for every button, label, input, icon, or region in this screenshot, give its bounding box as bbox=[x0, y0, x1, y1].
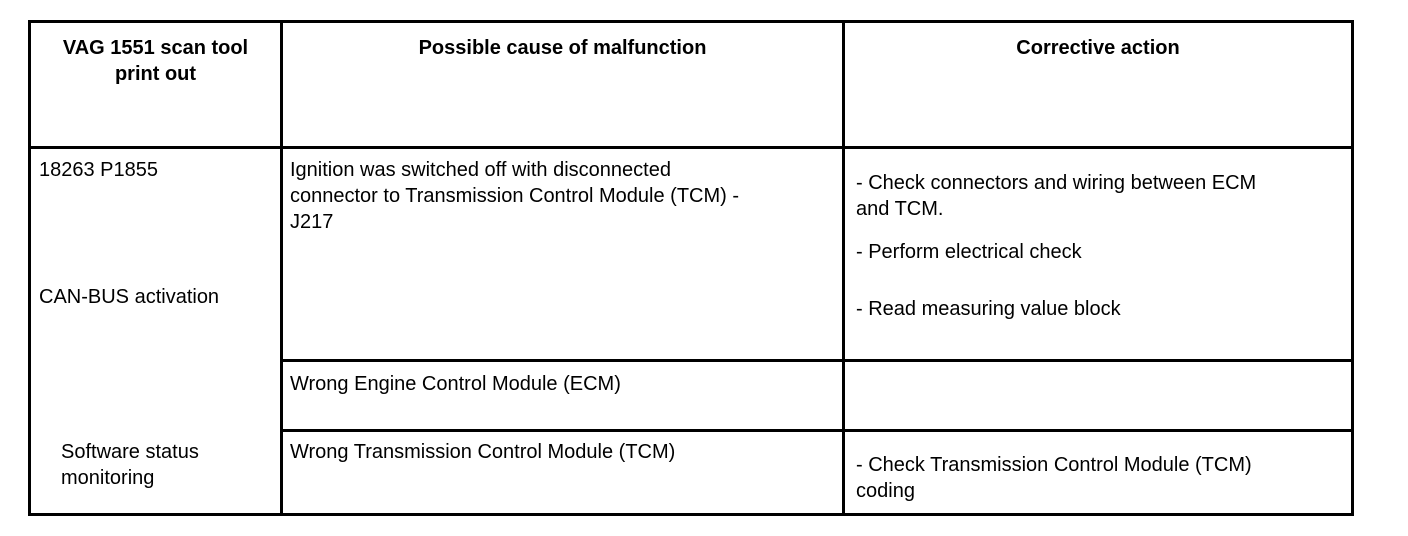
header-corrective-action: Corrective action bbox=[1016, 37, 1180, 59]
action-check-connectors: - Check connectors and wiring between ECM and TCM. bbox=[856, 172, 1257, 220]
fault-code: 18263 P1855 bbox=[39, 159, 159, 181]
diagnostic-table bbox=[28, 20, 1354, 516]
column-divider-1 bbox=[280, 23, 283, 513]
action-perform-electrical-check: - Perform electrical check bbox=[856, 241, 1082, 263]
row-divider-2 bbox=[282, 429, 1351, 432]
cause-ignition-switched-off: Ignition was switched off with disconnected connector to Transmission Control Module (TCM) - J217 bbox=[290, 159, 740, 233]
software-status-monitoring: Software status monitoring bbox=[61, 441, 199, 489]
action-read-measuring-value-block: - Read measuring value block bbox=[856, 298, 1121, 320]
header-scan-tool: VAG 1551 scan tool print out bbox=[62, 37, 249, 85]
row-divider-1 bbox=[282, 359, 1351, 362]
header-possible-cause: Possible cause of malfunction bbox=[418, 37, 707, 59]
can-bus-activation: CAN-BUS activation bbox=[39, 286, 220, 308]
header-divider bbox=[31, 146, 1351, 149]
cause-wrong-ecm: Wrong Engine Control Module (ECM) bbox=[290, 373, 621, 395]
cause-wrong-tcm: Wrong Transmission Control Module (TCM) bbox=[290, 441, 676, 463]
column-divider-2 bbox=[842, 23, 845, 513]
action-check-tcm-coding: - Check Transmission Control Module (TCM) coding bbox=[856, 454, 1252, 502]
